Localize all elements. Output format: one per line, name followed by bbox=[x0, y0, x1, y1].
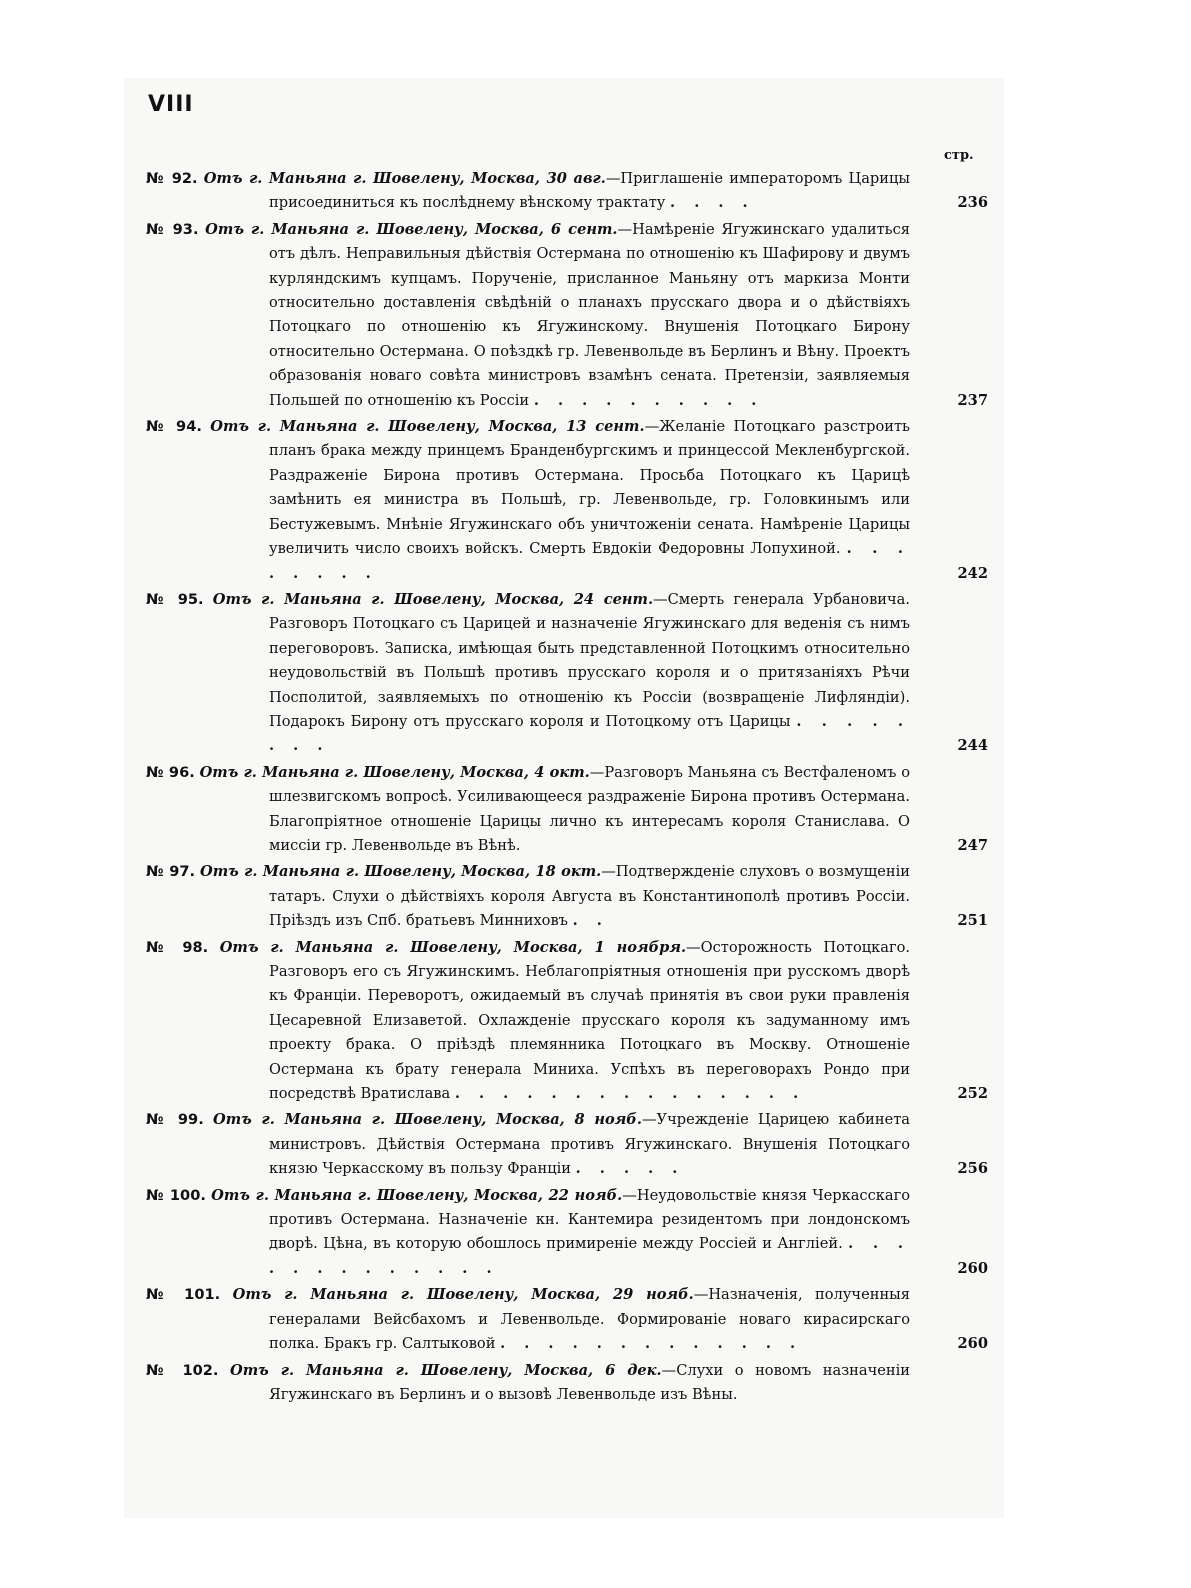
entry-description: —Смерть генерала Урбановича. Разговоръ Потоцкаго съ Царицей и назначеніе Ягужинскаго для веденія съ нимъ переговоровъ. Записка, имѣющая быть представленной Потоцкимъ относительно неудовольствій въ Польшѣ противъ прусскаго короля и о притязаніяхъ Рѣчи Посполитой, заявляемыхъ по отношенію къ Россіи (возвращеніе Лифляндіи). Подарокъ Бирону отъ прусскаго короля и Потоцкому отъ Царицы bbox=[269, 590, 911, 730]
dot-leader: . . . . . . . . . . . . . bbox=[500, 1335, 803, 1353]
dot-leader: . . . . . . . . bbox=[269, 540, 910, 582]
entry-source: Отъ г. Маньяна г. Шовелену, Москва, 18 окт. bbox=[200, 863, 602, 881]
entry-description: —Слухи о новомъ назначеніи Ягужинскаго въ Берлинъ и о вызовѣ Левенвольде изъ Вѣны. bbox=[269, 1361, 910, 1403]
entry-description: —Разговоръ Маньяна съ Вестфаленомъ о шлезвигскомъ вопросѣ. Усиливающееся раздраженіе Бирона противъ Остермана. Благопріятное отношеніе Царицы лично къ интересамъ короля Станислава. О миссіи гр. Левенвольде въ Вѣнѣ. bbox=[269, 763, 910, 854]
entry-description: —Назначенія, полученныя генералами Вейсбахомъ и Левенвольде. Формированіе новаго кирасирскаго полка. Бракъ гр. Салтыковой bbox=[269, 1286, 910, 1353]
entry-number: № 99. bbox=[146, 1111, 204, 1129]
entry-source: Отъ г. Маньяна г. Шовелену, Москва, 24 сент. bbox=[212, 590, 654, 608]
entry-number: № 101. bbox=[146, 1286, 221, 1304]
entry-number: № 96. bbox=[146, 763, 195, 781]
table-of-contents bbox=[146, 167, 988, 1409]
entry-number: № 94. bbox=[146, 418, 202, 436]
toc-entry-95 bbox=[146, 588, 988, 759]
toc-entry-101 bbox=[146, 1283, 988, 1356]
entry-number: № 93. bbox=[146, 220, 199, 238]
entry-source: Отъ г. Маньяна г. Шовелену, Москва, 22 нояб. bbox=[211, 1186, 623, 1204]
entry-source: Отъ г. Маньяна г. Шовелену, Москва, 29 нояб. bbox=[232, 1286, 694, 1304]
entry-page-ref: 237 bbox=[957, 391, 988, 409]
entry-number: № 102. bbox=[146, 1361, 219, 1379]
entry-source: Отъ г. Маньяна г. Шовелену, Москва, 13 сент. bbox=[210, 418, 645, 436]
toc-entry-98 bbox=[146, 936, 988, 1107]
entry-page-ref: 236 bbox=[957, 194, 988, 212]
entry-source: Отъ г. Маньяна г. Шовелену, Москва, 6 дек. bbox=[230, 1361, 662, 1379]
toc-entry-96 bbox=[146, 761, 988, 859]
page-number: VIII bbox=[148, 92, 194, 117]
entry-description: —Намѣреніе Ягужинскаго удалиться отъ дѣлъ. Неправильныя дѣйствія Остермана по отношенію къ Шафирову и двумъ курляндскимъ купцамъ. Порученіе, присланное Маньяну отъ маркиза Монти относительно доставленія свѣдѣній о планахъ прусскаго двора и о дѣйствіяхъ Потоцкаго по отношенію къ Ягужинскому. Внушенія Потоцкаго Бирону относительно Остермана. О поѣздкѣ гр. Левенвольде въ Берлинъ и Вѣну. Проектъ образованія новаго совѣта министровъ взамѣнъ сената. Претензіи, заявляемыя Польшей по отношенію къ Россіи bbox=[269, 220, 910, 409]
entry-source: Отъ г. Маньяна г. Шовелену, Москва, 1 ноября. bbox=[219, 938, 687, 956]
entry-page-ref: 242 bbox=[957, 564, 988, 582]
entry-description: —Приглашеніе императоромъ Царицы присоединиться къ послѣднему вѣнскому трактату bbox=[269, 170, 911, 212]
toc-entry-94 bbox=[146, 415, 988, 586]
dot-leader: . . . . . . . . bbox=[269, 712, 910, 755]
dot-leader: . . . . bbox=[670, 194, 755, 212]
toc-entry-92 bbox=[146, 167, 988, 216]
entry-source: Отъ г. Маньяна г. Шовелену, Москва, 4 окт. bbox=[199, 763, 590, 781]
entry-description: —Неудовольствіе князя Черкасскаго противъ Остермана. Назначеніе кн. Кантемира резидентомъ при лондонскомъ дворѣ. Цѣна, въ которую обошлось примиреніе между Россіей и Англіей. bbox=[269, 1186, 910, 1253]
dot-leader: . . bbox=[572, 912, 609, 930]
toc-entry-93 bbox=[146, 218, 988, 413]
entry-page-ref: 252 bbox=[957, 1085, 988, 1103]
toc-entry-100 bbox=[146, 1184, 988, 1282]
entry-number: № 95. bbox=[146, 590, 204, 608]
toc-entry-102 bbox=[146, 1359, 988, 1408]
entry-description: —Желаніе Потоцкаго разстроить планъ брака между принцемъ Бранденбургскимъ и принцессой Мекленбургской. Раздраженіе Бирона противъ Остермана. Просьба Потоцкаго къ Царицѣ замѣнить ея министра въ Польшѣ, гр. Левенвольде, гр. Головкинымъ или Бестужевымъ. Мнѣніе Ягужинскаго объ уничтоженіи сената. Намѣреніе Царицы увеличить число своихъ войскъ. Смерть Евдокіи Федоровны Лопухиной. bbox=[269, 418, 910, 558]
entry-number: № 98. bbox=[146, 938, 209, 956]
entry-page-ref: 260 bbox=[957, 1259, 988, 1277]
entry-page-ref: 247 bbox=[957, 836, 988, 854]
entry-page-ref: 260 bbox=[957, 1335, 988, 1353]
page-column-header: стр. bbox=[944, 148, 974, 163]
entry-source: Отъ г. Маньяна г. Шовелену, Москва, 8 нояб. bbox=[213, 1111, 642, 1129]
entry-page-ref: 244 bbox=[957, 737, 988, 755]
entry-description: —Учрежденіе Царицею кабинета министровъ. Дѣйствія Остермана противъ Ягужинскаго. Внушенія Потоцкаго князю Черкасскому въ пользу Франціи bbox=[269, 1111, 911, 1178]
toc-entry-97 bbox=[146, 860, 988, 933]
toc-entry-99 bbox=[146, 1108, 988, 1181]
entry-number: № 92. bbox=[146, 170, 198, 187]
dot-leader: . . . . . bbox=[575, 1160, 685, 1178]
dot-leader: . . . . . . . . . . bbox=[533, 391, 764, 409]
entry-source: Отъ г. Маньяна г. Шовелену, Москва, 30 авг. bbox=[203, 170, 606, 187]
entry-description: —Осторожность Потоцкаго. Разговоръ его съ Ягужинскимъ. Неблагопріятныя отношенія при русскомъ дворѣ къ Франціи. Переворотъ, ожидаемый въ случаѣ принятія въ свои руки правленія Цесаревной Елизаветой. Охлажденіе прусскаго короля къ задуманному имъ проекту брака. О пріѣздѣ племянника Потоцкаго въ Москву. Отношеніе Остермана къ брату генерала Миниха. Успѣхъ въ переговорахъ Рондо при посредствѣ Вратислава bbox=[269, 938, 911, 1103]
dot-leader: . . . . . . . . . . . . . bbox=[269, 1235, 911, 1277]
entry-page-ref: 251 bbox=[957, 912, 988, 930]
entry-number: № 100. bbox=[146, 1186, 206, 1204]
entry-page-ref: 256 bbox=[957, 1160, 988, 1178]
entry-source: Отъ г. Маньяна г. Шовелену, Москва, 6 сент. bbox=[205, 220, 618, 238]
entry-number: № 97. bbox=[146, 863, 196, 881]
dot-leader: . . . . . . . . . . . . . . . bbox=[454, 1085, 806, 1103]
entry-description: —Подтвержденіе слуховъ о возмущеніи татаръ. Слухи о дѣйствіяхъ короля Августа въ Константинополѣ противъ Россіи. Пріѣздъ изъ Спб. братьевъ Минниховъ bbox=[269, 863, 911, 930]
